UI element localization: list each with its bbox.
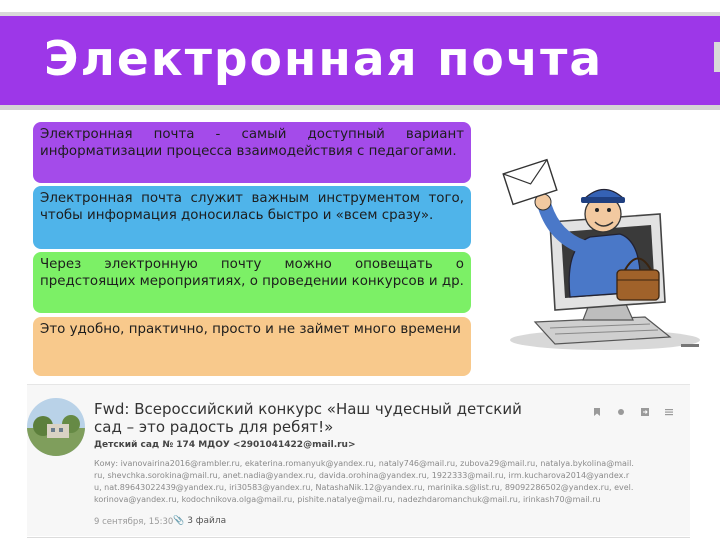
sender-photo xyxy=(27,398,85,456)
email-date: 9 сентября, 15:30 xyxy=(94,517,174,527)
email-screenshot xyxy=(27,384,690,536)
title-band xyxy=(0,12,720,110)
postman-illustration xyxy=(495,152,707,354)
attachments-link[interactable] xyxy=(173,516,226,526)
email-recipients: Кому: ivanovairina2016@rambler.ru, ekaterina.romanyuk@yandex.ru, nataly746@mail.ru, zubova29@mail.ru, natalya.bykolina@mail.ru, shevchka.sorokina@mail.ru, anet.nadia@yandex.ru, davida.orohina@yandex.ru, 1922333@mail.ru, irm.kucharova2014@yandex.ru, nat.89643022439@yandex.ru, iri30583@yandex.ru, NatashaNik.12@yandex.ru, marinika.s@list.ru, 89092286502@yandex.ru, evel.korinova@yandex.ru, kodochnikova.olga@mail.ru, pishite.natalye@mail.ru, nadezhdaromanchuk@mail.ru, irinkash70@mail.ru xyxy=(94,459,634,504)
bookmark-icon[interactable] xyxy=(592,407,602,417)
bottom-divider xyxy=(27,537,690,538)
info-box-4: Это удобно, практично, просто и не займет много времени xyxy=(33,317,471,376)
attachments-count: 3 файла xyxy=(187,516,227,526)
slide-title: Электронная почта xyxy=(44,32,604,87)
side-marker xyxy=(714,42,720,72)
paperclip-icon: 📎 xyxy=(173,516,185,526)
info-box-3: Через электронную почту можно оповещать о предстоящих мероприятиях, о проведении конкурсов и др. xyxy=(33,252,471,313)
email-subject[interactable]: Fwd: Всероссийский конкурс «Наш чудесный детский сад – это радость для ребят!» xyxy=(94,400,522,436)
dot-icon[interactable] xyxy=(616,407,626,417)
info-box-1: Электронная почта - самый доступный вариант информатизации процесса взаимодействия с педагогами. xyxy=(33,122,471,183)
forward-icon[interactable] xyxy=(640,407,650,417)
email-actions xyxy=(592,407,674,417)
email-sender[interactable]: Детский сад № 174 МДОУ <2901041422@mail.ru> xyxy=(94,440,356,450)
info-box-2: Электронная почта служит важным инструментом того, чтобы информация доносилась быстро и «всем сразу». xyxy=(33,186,471,249)
menu-icon[interactable] xyxy=(664,407,674,417)
